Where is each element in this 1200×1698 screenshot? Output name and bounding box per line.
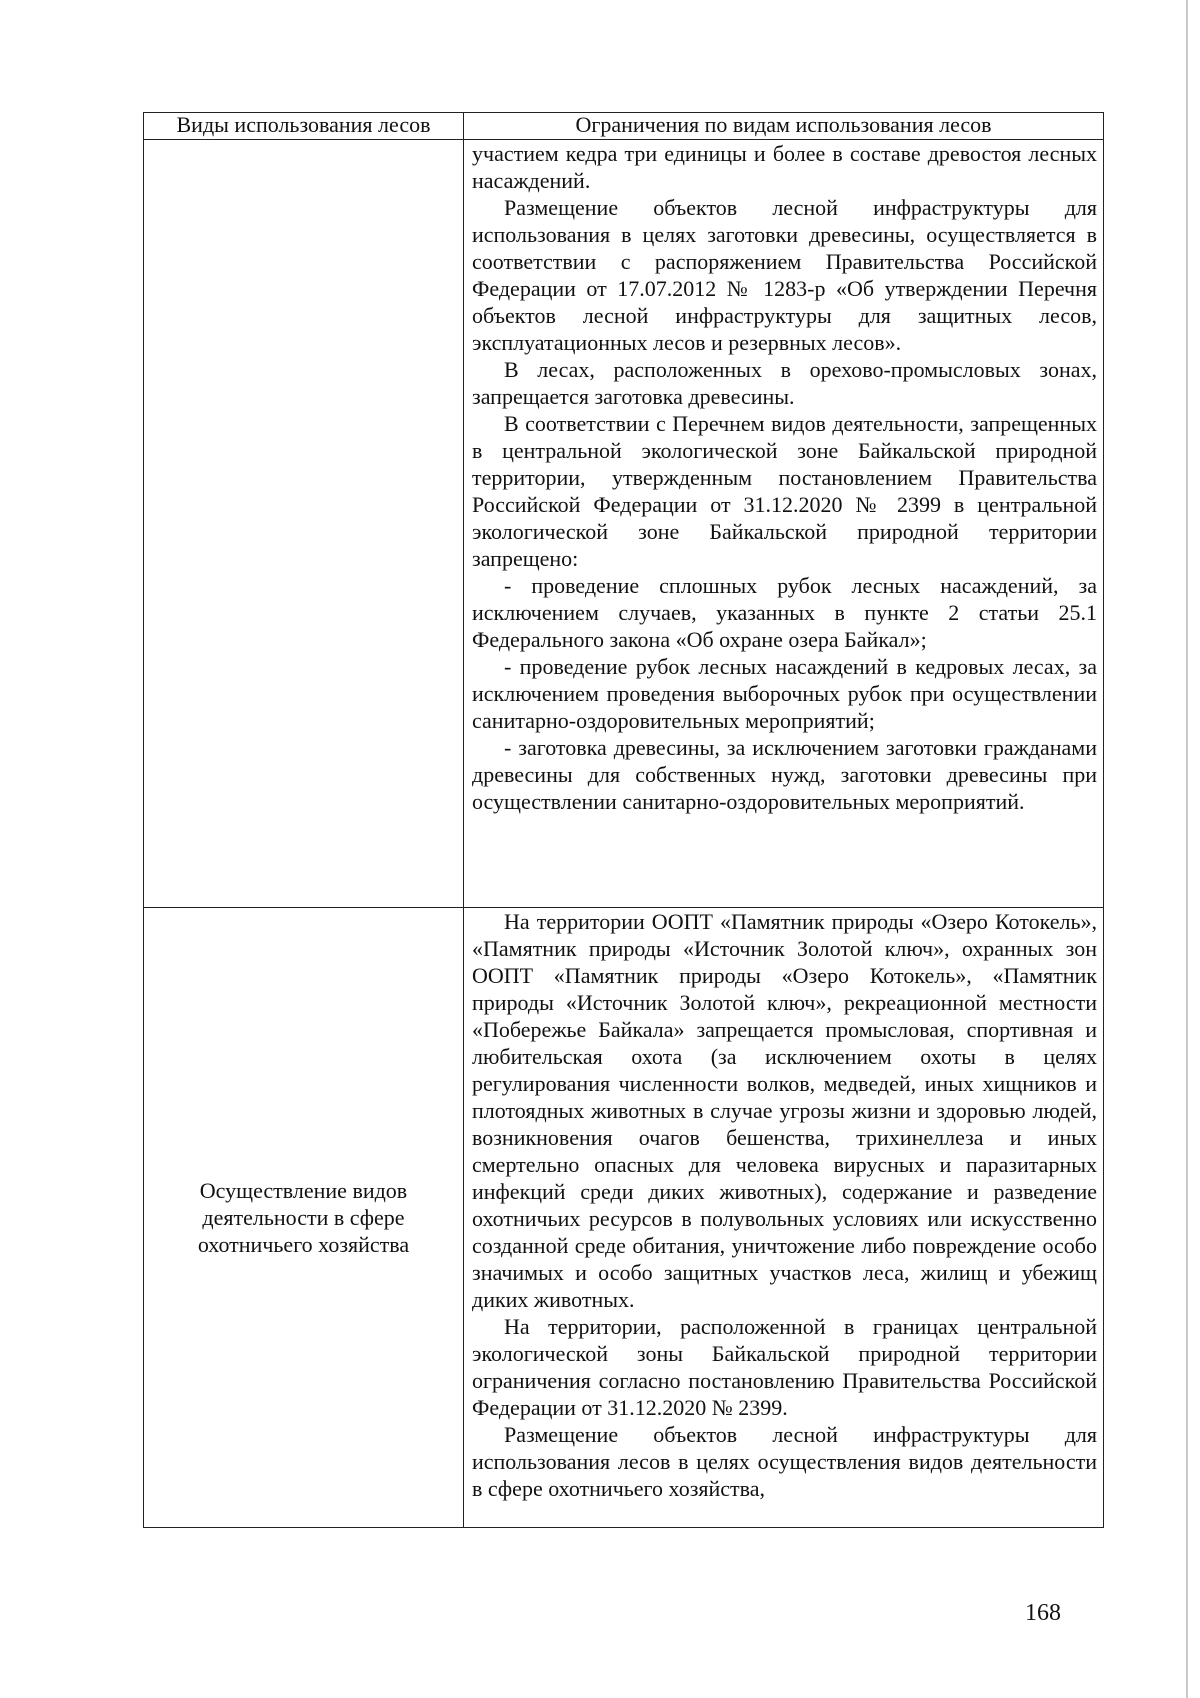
paragraph: Размещение объектов лесной инфраструктуры для использования лесов в целях осуществления видов деятельности в сфере охотничьего хозяйства, xyxy=(472,1422,1097,1501)
table-row xyxy=(144,140,1104,908)
list-item: - проведение сплошных рубок лесных насаждений, за исключением случаев, указанных в пункте 2 статьи 25.1 Федерального закона «Об охране озера Байкал»; xyxy=(472,573,1097,652)
paragraph: В соответствии с Перечнем видов деятельности, запрещенных в центральной экологической зоне Байкальской природной территории, утвержденным постановлением Правительства Российской Федерации от 31.12.2020 № 2399 в центральной экологической зоне Байкальской природной территории запрещено: xyxy=(472,411,1097,571)
paragraph: участием кедра три единицы и более в составе древостоя лесных насаждений. xyxy=(472,141,1097,193)
row-2-use-type: Осуществление видов деятельности в сфере охотничьего хозяйства xyxy=(197,1178,410,1257)
header-restrictions: Ограничения по видам использования лесов xyxy=(464,113,1104,140)
row-2-right-cell xyxy=(464,908,1104,1528)
scan-edge-line xyxy=(1186,0,1188,1698)
row-1-left-cell xyxy=(144,140,464,908)
table-header-row xyxy=(144,113,1104,140)
paragraph: Размещение объектов лесной инфраструктуры для использования в целях заготовки древесины, осуществляется в соответствии с распоряжением Правительства Российской Федерации от 17.07.2012 № 1283-р «Об утверждении Перечня объектов лесной инфраструктуры для защитных лесов, эксплуатационных лесов и резервных лесов». xyxy=(472,195,1097,355)
paragraph: В лесах, расположенных в орехово-промысловых зонах, запрещается заготовка древесины. xyxy=(472,357,1097,409)
restrictions-table xyxy=(143,112,1104,1528)
header-forest-use-types: Виды использования лесов xyxy=(144,113,464,140)
row-1-right-cell xyxy=(464,140,1104,908)
paragraph: На территории, расположенной в границах центральной экологической зоны Байкальской природной территории ограничения согласно постановлению Правительства Российской Федерации от 31.12.2020 № 2399. xyxy=(472,1314,1097,1420)
row-2-left-cell xyxy=(144,908,464,1528)
list-item: - проведение рубок лесных насаждений в кедровых лесах, за исключением проведения выборочных рубок при осуществлении санитарно-оздоровительных мероприятий; xyxy=(472,654,1097,733)
page-number: 168 xyxy=(1025,1600,1061,1626)
paragraph: На территории ООПТ «Памятник природы «Озеро Котокель», «Памятник природы «Источник Золотой ключ», охранных зон ООПТ «Памятник природы «Озеро Котокель», «Памятник природы «Источник Золотой ключ», рекреационной местности «Побережье Байкала» запрещается промысловая, спортивная и любительская охота (за исключением охоты в целях регулирования численности волков, медведей, иных хищников и плотоядных животных в случае угрозы жизни и здоровью людей, возникновения очагов бешенства, трихинеллеза и иных смертельно опасных для человека вирусных и паразитарных инфекций среди диких животных), содержание и разведение охотничьих ресурсов в полувольных условиях или искусственно созданной среде обитания, уничтожение либо повреждение особо значимых и особо защитных участков леса, жилищ и убежищ диких животных. xyxy=(472,909,1097,1312)
table-row xyxy=(144,908,1104,1528)
list-item: - заготовка древесины, за исключением заготовки гражданами древесины для собственных нужд, заготовки древесины при осуществлении санитарно-оздоровительных мероприятий. xyxy=(472,735,1097,814)
